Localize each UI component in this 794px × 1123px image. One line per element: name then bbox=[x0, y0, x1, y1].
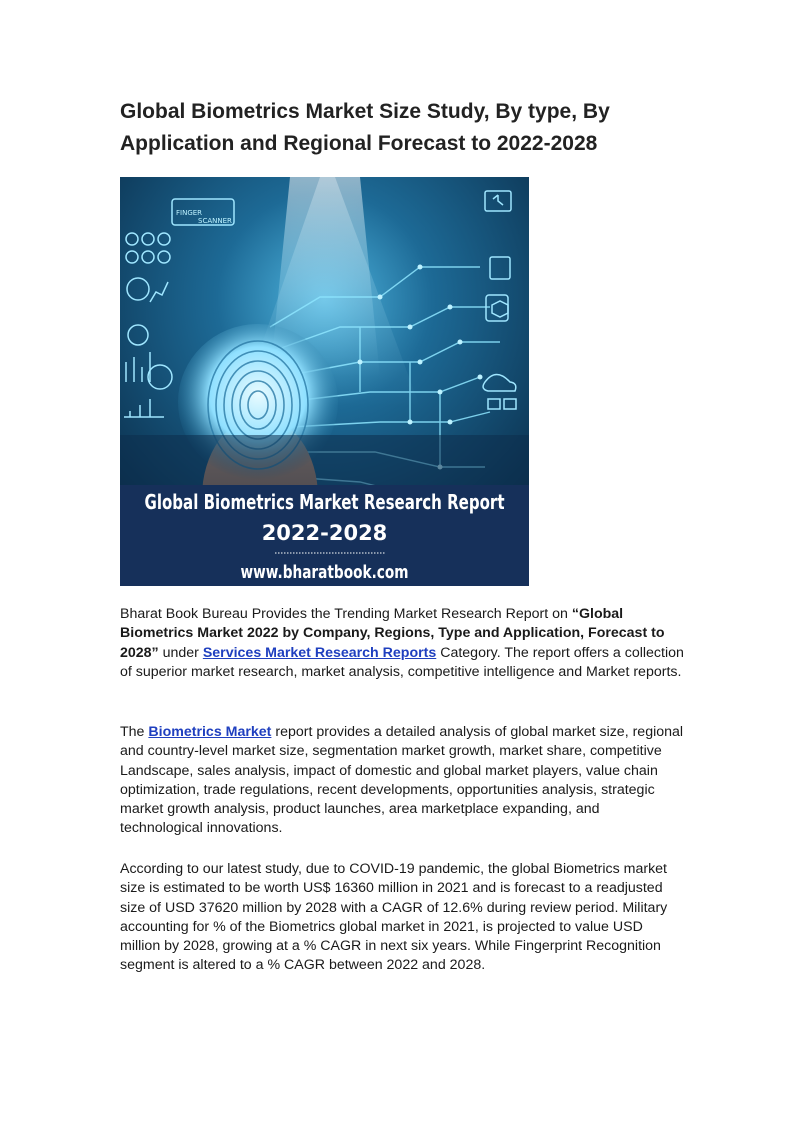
services-market-reports-link[interactable]: Services Market Research Reports bbox=[202, 644, 437, 661]
under-text: under bbox=[158, 644, 203, 661]
page-title: Global Biometrics Market Size Study, By type, By Application and Regional Forecast to 2022-2028 bbox=[120, 100, 610, 155]
intro-paragraph bbox=[120, 605, 685, 682]
cover-dark-strip bbox=[120, 435, 529, 485]
banner-url: www.bharatbook.com bbox=[240, 562, 409, 583]
report-name-bold: “Global Biometrics Market 2022 by Company, Regions, Type and Application, Forecast to 2028” bbox=[120, 606, 665, 661]
banner-years: 2022-2028 bbox=[261, 521, 388, 545]
study-paragraph: According to our latest study, due to COVID-19 pandemic, the global Biometrics market size is estimated to be worth US$ 16360 million in 2021 and is forecast to a readjusted size of USD 37620 million by 2028 with a CAGR of 12.6% during review period. Military accounting for % of the Biometrics global market in 2021, is projected to value USD million by 2028, growing at a % CAGR in next six years. While Fingerprint Recognition segment is altered to a % CAGR between 2022 and 2028. bbox=[120, 861, 668, 974]
scanner-label: SCANNER bbox=[198, 217, 232, 225]
biometrics-market-link[interactable]: Biometrics Market bbox=[148, 724, 272, 740]
intro-rest: Category. The report offers a collection of superior market research, market analysis, competitive intelligence and Market reports. bbox=[120, 644, 684, 680]
banner-title: Global Biometrics Market Research Report bbox=[144, 490, 505, 514]
analysis-rest: report provides a detailed analysis of global market size, regional and country-level market size, segmentation market growth, market share, competitive Landscape, sales analysis, impact of domestic and global market players, value chain optimization, trade regulations, recent developments, opportunities analysis, strategic market growth analysis, product launches, area marketplace expanding, and technological innovations. bbox=[120, 724, 684, 837]
analysis-paragraph bbox=[120, 723, 685, 839]
the-text: The bbox=[120, 724, 149, 740]
scanner-label: FINGER bbox=[176, 209, 203, 217]
intro-text: Bharat Book Bureau Provides the Trending Market Research Report on bbox=[120, 606, 572, 622]
report-cover-image bbox=[120, 177, 529, 586]
